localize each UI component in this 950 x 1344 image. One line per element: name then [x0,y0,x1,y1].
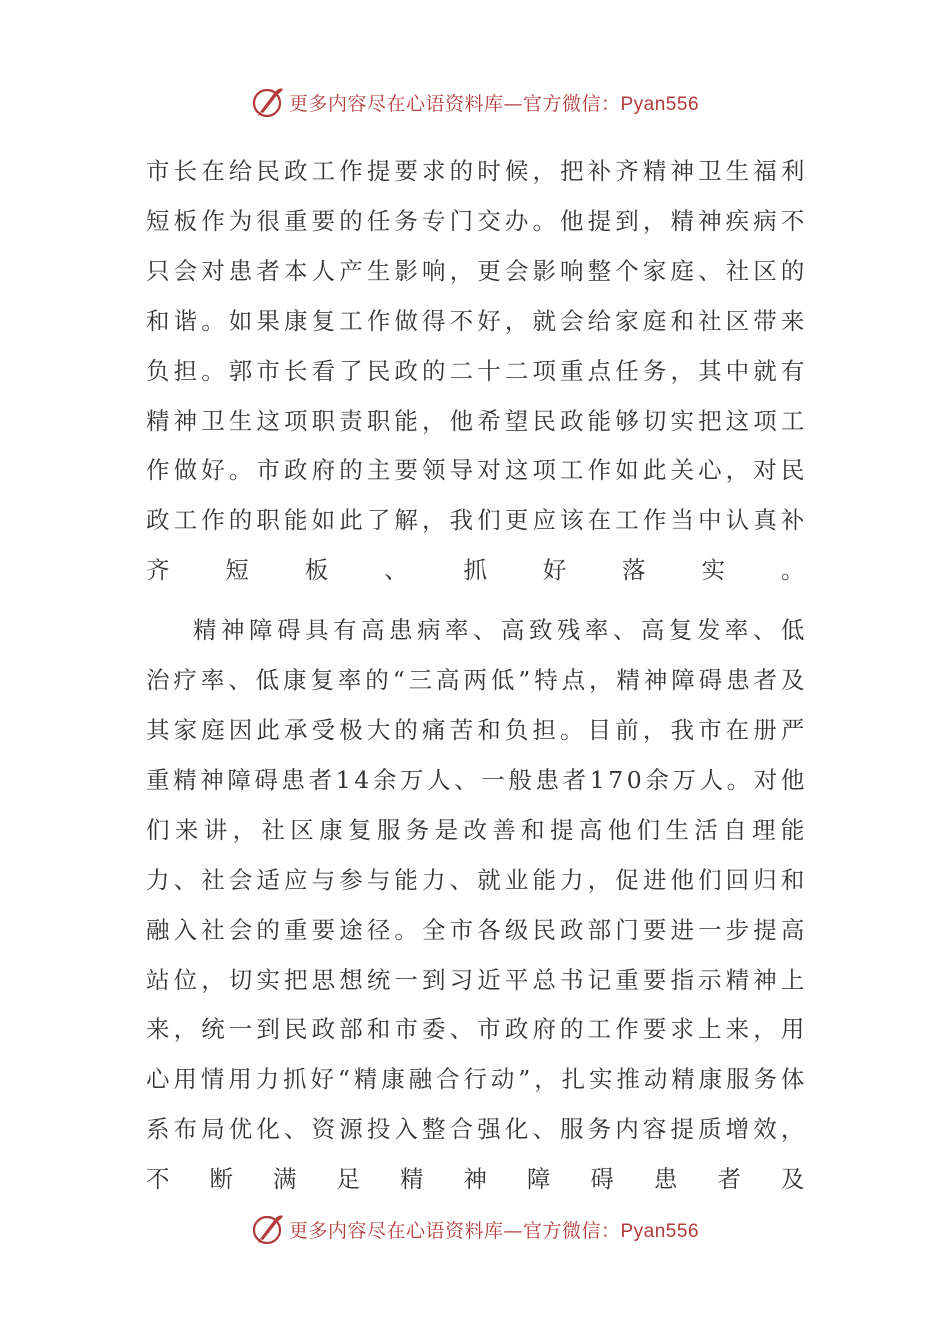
header-banner [0,82,950,122]
footer-banner [0,1209,950,1249]
banner-main-text: 更多内容尽在心语资料库—官方微信： [288,92,621,115]
banner-text [289,89,699,116]
document-body [146,147,808,1205]
quill-pen-icon [251,1212,285,1246]
wechat-id: Pyan556 [620,93,700,115]
paragraph-1: 市长在给民政工作提要求的时候，把补齐精神卫生福利短板作为很重要的任务专门交办。他提到，精神疾病不只会对患者本人产生影响，更会影响整个家庭、社区的和谐。如果康复工作做得不好，就会给家庭和社区带来负担。郭市长看了民政的二十二项重点任务，其中就有精神卫生这项职责职能，他希望民政能够切实把这项工作做好。市政府的主要领导对这项工作如此关心，对民政工作的职能如此了解，我们更应该在工作当中认真补齐短板、抓好落实。 [146,157,808,585]
banner-text [289,1216,699,1243]
quill-pen-icon [251,85,285,119]
wechat-id: Pyan556 [620,1220,700,1242]
paragraph-2: 精神障碍具有高患病率、高致残率、高复发率、低治疗率、低康复率的“三高两低”特点，精神障碍患者及其家庭因此承受极大的痛苦和负担。目前，我市在册严重精神障碍患者14余万人、一般患者170余万人。对他们来讲，社区康复服务是改善和提高他们生活自理能力、社会适应与参与能力、就业能力，促进他们回归和融入社会的重要途径。全市各级民政部门要进一步提高站位，切实把思想统一到习近平总书记重要指示精神上来，统一到民政部和市委、市政府的工作要求上来，用心用情用力抓好“精康融合行动”，扎实推动精康服务体系布局优化、资源投入整合强化、服务内容提质增效，不断满足精神障碍患者及 [146,616,808,1194]
banner-main-text: 更多内容尽在心语资料库—官方微信： [288,1219,621,1242]
